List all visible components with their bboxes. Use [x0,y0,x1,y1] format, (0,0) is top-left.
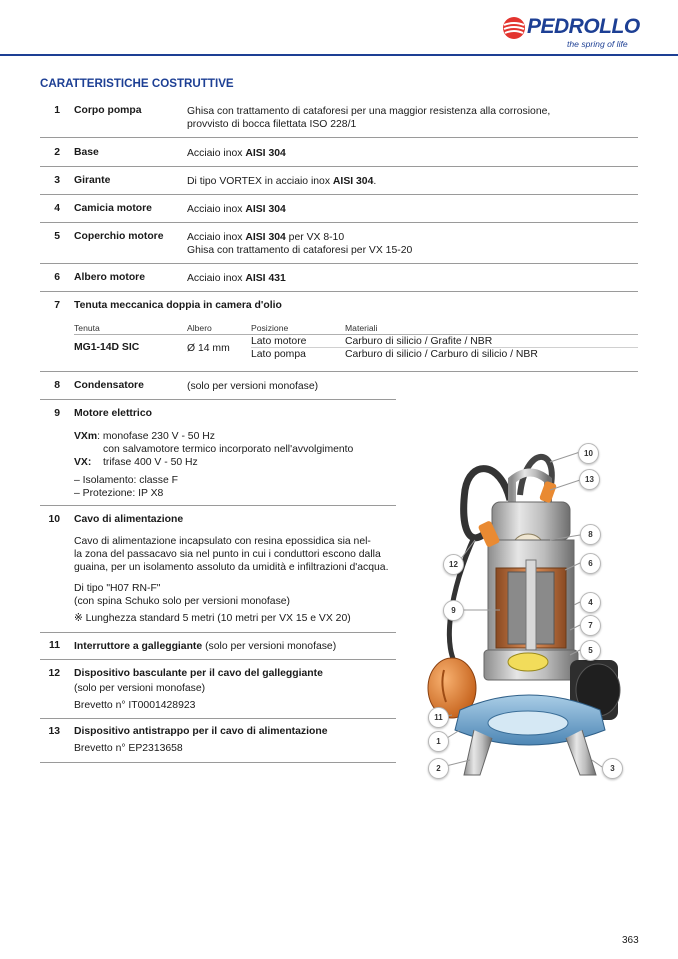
row-divider [40,632,396,633]
item-name: Corpo pompa [74,105,142,116]
row-divider [40,137,638,138]
motor-vxm-note: con salvamotore termico incorporato nell'avvolgimento [103,444,354,455]
row-divider [40,762,396,763]
item-name: Condensatore [74,380,144,391]
row-divider [40,263,638,264]
row-divider [40,291,638,292]
brand-name: PEDROLLO [527,15,640,38]
callout-marker: 5 [580,640,601,661]
callout-marker: 2 [428,758,449,779]
row-divider [40,505,396,506]
item-name: Albero motore [74,272,146,283]
item-desc: Di tipo VORTEX in acciaio inox AISI 304. [187,176,377,187]
item-number: 7 [54,300,60,311]
item-number: 4 [54,203,60,214]
seal-material: Carburo di silicio / Carburo di silicio / NBR [345,349,538,360]
header-divider [0,54,678,56]
callout-marker: 13 [579,469,600,490]
motor-insulation: – Isolamento: classe F [74,475,178,486]
row-divider [40,194,638,195]
callout-marker: 4 [580,592,601,613]
seal-header-materiali: Materiali [345,323,378,333]
item-number: 10 [48,514,60,525]
item-desc: (solo per versioni monofase) [74,683,206,694]
callout-marker: 8 [580,524,601,545]
item-desc: (solo per versioni monofase) [187,381,319,392]
callout-marker: 10 [578,443,599,464]
item-name: Interruttore a galleggiante [74,641,203,652]
callout-marker: 1 [428,731,449,752]
item-name: Motore elettrico [74,408,152,419]
item-number: 2 [54,147,60,158]
item-number: 6 [54,272,60,283]
row-divider [40,222,638,223]
row-divider [40,399,396,400]
seal-albero-value: Ø 14 mm [187,343,230,354]
item-desc: (solo per versioni monofase) [202,641,337,652]
callout-marker: 11 [428,707,449,728]
motor-vxm-spec: : monofase 230 V - 50 Hz [97,431,215,442]
item-number: 11 [49,640,60,651]
item-desc: Acciaio inox AISI 431 [187,273,286,284]
section-title: CARATTERISTICHE COSTRUTTIVE [40,77,234,90]
motor-vxm-label: VXm [74,431,98,442]
item-name: Base [74,147,99,158]
item-name: Coperchio motore [74,231,164,242]
item-number: 9 [54,408,60,419]
page-number: 363 [622,935,639,946]
item-number: 5 [54,231,60,242]
seal-header-posizione: Posizione [251,323,289,333]
brand-tagline: the spring of life [567,39,628,49]
item-number: 3 [54,175,60,186]
callout-marker: 6 [580,553,601,574]
motor-vx-spec: trifase 400 V - 50 Hz [103,457,198,468]
item-name: Dispositivo basculante per il cavo del galleggiante [74,668,323,679]
item-number: 13 [48,726,60,737]
item-name: Dispositivo antistrappo per il cavo di alimentazione [74,726,328,737]
item-number: 12 [48,668,60,679]
seal-position: Lato motore [251,336,307,347]
item-number: 1 [54,105,60,116]
seal-header-tenuta: Tenuta [74,323,100,333]
item-name: Girante [74,175,111,186]
patent-number: Brevetto n° IT0001428923 [74,700,196,711]
row-divider [40,371,638,372]
item-name: Camicia motore [74,203,152,214]
seal-tenuta-value: MG1-14D SIC [74,342,140,353]
callout-marker: 12 [443,554,464,575]
row-divider [40,718,396,719]
item-name: Tenuta meccanica doppia in camera d'olio [74,300,282,311]
row-divider [40,166,638,167]
item-desc: Acciaio inox AISI 304 per VX 8-10 Ghisa con trattamento di cataforesi per VX 15-20 [187,232,413,256]
patent-number: Brevetto n° EP2313658 [74,743,183,754]
callout-marker: 3 [602,758,623,779]
item-desc: Ghisa con trattamento di cataforesi per una maggior resistenza alla corrosione, provvisto di bocca filettata ISO 228/1 [187,106,551,130]
item-desc: Acciaio inox AISI 304 [187,204,286,215]
seal-material: Carburo di silicio / Grafite / NBR [345,336,493,347]
callout-marker: 7 [580,615,601,636]
item-name: Cavo di alimentazione [74,514,184,525]
callout-marker: 9 [443,600,464,621]
item-number: 8 [54,380,60,391]
motor-vx-label: VX: [74,457,92,468]
item-desc: Acciaio inox AISI 304 [187,148,286,159]
seal-position: Lato pompa [251,349,306,360]
pedrollo-logo-icon [502,16,526,40]
seal-header-albero: Albero [187,323,212,333]
row-divider [40,659,396,660]
motor-protection: – Protezione: IP X8 [74,488,164,499]
